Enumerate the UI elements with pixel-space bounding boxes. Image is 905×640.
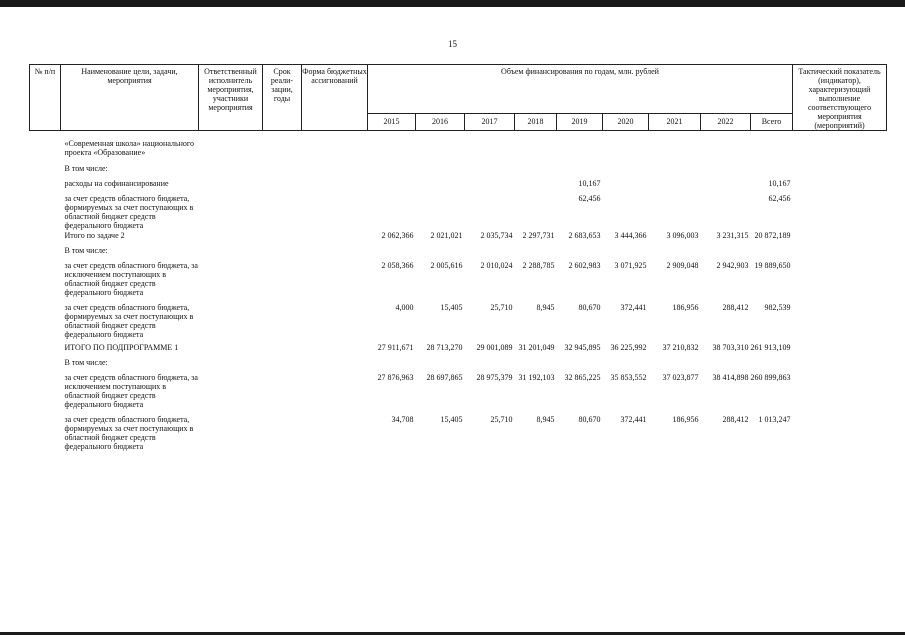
header-year: 2022 [701,113,751,130]
row-number-cell [30,157,61,173]
header-year: 2016 [416,113,465,130]
empty-cell [302,157,368,173]
row-year-value: 2 297,731 [522,231,555,240]
row-year-value: 10,167 [578,179,601,188]
row-indicator-cell [793,339,887,352]
row-year-value: 36 225,992 [610,343,647,352]
row-year-value: 186,956 [672,415,699,424]
row-year-value: 25,710 [490,415,513,424]
row-year-value: 2 062,366 [381,231,414,240]
row-year-value: 2 288,785 [522,261,555,270]
row-indicator-cell [793,131,887,158]
table-row [30,188,887,230]
row-indicator-cell [793,173,887,188]
header-year: 2015 [368,113,416,130]
table-row [30,297,887,339]
empty-cell [302,230,368,240]
empty-cell [263,157,302,173]
row-total-value: 260 899,863 [750,373,791,382]
row-year-value: 27 911,671 [377,343,414,352]
empty-cell [263,240,302,255]
row-year-value: 2 602,983 [568,261,601,270]
empty-cell [302,240,368,255]
row-year-value [515,157,557,173]
page-number: 15 [448,39,457,49]
row-indicator-cell [793,255,887,297]
row-name: за счет средств областного бюджета, за исключением поступающих в областной бюджет средств федерального бюджета [64,261,198,297]
row-total-value: 19 889,650 [754,261,791,270]
row-year-value: 372,441 [620,303,647,312]
row-name: В том числе: [64,358,108,367]
row-year-value: 29 001,089 [476,343,513,352]
row-year-value [603,188,649,230]
row-year-value: 8,945 [536,415,555,424]
row-total-value: 62,456 [768,194,791,203]
row-name: за счет средств областного бюджета, за исключением поступающих в областной бюджет средств федерального бюджета [64,373,198,409]
row-year-value [416,352,465,367]
table-row [30,173,887,188]
row-indicator-cell [793,157,887,173]
row-number-cell [30,230,61,240]
header-responsible: Ответственный исполнитель мероприятия, участники мероприятия [199,65,263,131]
empty-cell [302,367,368,409]
table-row [30,240,887,255]
row-year-value [465,173,515,188]
empty-cell [263,297,302,339]
row-total-value: 982,539 [764,303,791,312]
row-number-cell [30,409,61,451]
empty-cell [302,255,368,297]
row-year-value: 37 023,877 [662,373,699,382]
row-year-value [649,352,701,367]
table-row [30,157,887,173]
row-name: за счет средств областного бюджета, формируемых за счет поступающих в областной бюджет средств федерального бюджета [64,303,194,339]
row-year-value [649,240,701,255]
header-year: 2020 [603,113,649,130]
row-year-value [649,131,701,158]
row-total-value [751,131,793,158]
row-year-value [465,131,515,158]
row-year-value: 186,956 [672,303,699,312]
empty-cell [199,131,263,158]
row-year-value: 32 865,225 [564,373,601,382]
table-row [30,230,887,240]
row-total-value: 1 013,247 [758,415,791,424]
row-total-value: 20 872,189 [754,231,791,240]
row-total-value [751,240,793,255]
table-row [30,352,887,367]
row-year-value: 4,000 [395,303,414,312]
row-year-value: 288,412 [722,415,749,424]
row-number-cell [30,297,61,339]
row-year-value [368,173,416,188]
header-year: 2019 [557,113,603,130]
row-year-value: 15,405 [440,415,463,424]
empty-cell [263,173,302,188]
header-year: 2018 [515,113,557,130]
row-year-value: 31 192,103 [518,373,555,382]
row-year-value [701,188,751,230]
row-year-value [515,352,557,367]
row-year-value [557,240,603,255]
row-year-value: 288,412 [722,303,749,312]
row-year-value [416,157,465,173]
empty-cell [263,188,302,230]
header-financing-volume: Объем финансирования по годам, млн. рублей [368,65,793,114]
row-year-value: 27 876,963 [377,373,414,382]
row-year-value: 3 071,925 [614,261,647,270]
row-indicator-cell [793,297,887,339]
empty-cell [263,339,302,352]
empty-cell [302,131,368,158]
table-header [30,65,887,131]
row-year-value: 8,945 [536,303,555,312]
row-year-value: 2 058,366 [381,261,414,270]
empty-cell [263,352,302,367]
row-year-value [515,240,557,255]
row-year-value: 3 444,366 [614,231,647,240]
row-year-value [603,131,649,158]
empty-cell [199,339,263,352]
row-number-cell [30,367,61,409]
empty-cell [302,173,368,188]
row-year-value: 2 942,903 [716,261,749,270]
row-year-value: 2 005,616 [430,261,463,270]
row-year-value: 28 697,865 [426,373,463,382]
row-year-value [416,188,465,230]
row-name: ИТОГО ПО ПОДПРОГРАММЕ 1 [64,343,179,352]
table-row [30,339,887,352]
row-year-value [465,188,515,230]
table-row [30,409,887,451]
row-year-value [416,173,465,188]
row-year-value [557,131,603,158]
row-year-value: 80,670 [578,415,601,424]
row-year-value [701,173,751,188]
empty-cell [199,157,263,173]
row-year-value: 2 909,048 [666,261,699,270]
row-year-value: 2 021,021 [430,231,463,240]
empty-cell [199,367,263,409]
row-year-value [701,240,751,255]
row-year-value [368,131,416,158]
empty-cell [263,255,302,297]
row-year-value: 80,670 [578,303,601,312]
header-indicator: Тактический показатель (индикатор), характеризующий выполнение соответствующего мероприятия (мероприятий) [793,65,887,131]
row-year-value [368,240,416,255]
row-year-value [368,157,416,173]
row-year-value [649,157,701,173]
row-year-value [701,352,751,367]
row-year-value: 2 683,653 [568,231,601,240]
row-total-value [751,352,793,367]
row-year-value: 3 231,315 [716,231,749,240]
header-number: № п/п [30,65,61,131]
scan-border-top [0,0,905,7]
empty-cell [302,339,368,352]
row-year-value: 62,456 [578,194,601,203]
row-year-value [603,157,649,173]
row-year-value [515,173,557,188]
table-body [30,131,887,452]
row-name: расходы на софинансирование [64,179,169,188]
row-year-value [465,157,515,173]
row-name: В том числе: [64,164,108,173]
row-year-value: 28 713,270 [426,343,463,352]
row-name: Итого по задаче 2 [64,231,125,240]
empty-cell [199,230,263,240]
row-name: за счет средств областного бюджета, формируемых за счет поступающих в областной бюджет средств федерального бюджета [64,415,194,451]
financing-table-container [29,64,887,451]
row-number-cell [30,188,61,230]
row-number-cell [30,240,61,255]
empty-cell [302,188,368,230]
empty-cell [199,255,263,297]
row-year-value [701,131,751,158]
row-year-value: 34,708 [391,415,414,424]
row-year-value [465,352,515,367]
row-year-value [649,188,701,230]
row-year-value: 2 010,024 [480,261,513,270]
empty-cell [199,173,263,188]
row-year-value: 2 035,734 [480,231,513,240]
header-year: 2021 [649,113,701,130]
empty-cell [302,297,368,339]
row-year-value [368,352,416,367]
row-year-value: 37 210,832 [662,343,699,352]
row-name: В том числе: [64,246,108,255]
row-year-value [603,240,649,255]
row-year-value: 3 096,003 [666,231,699,240]
header-budget-form: Форма бюджетных ассигнований [302,65,368,131]
row-year-value [557,157,603,173]
row-year-value: 32 945,895 [564,343,601,352]
row-year-value [416,240,465,255]
row-year-value [557,352,603,367]
financing-table [29,64,887,451]
row-year-value: 25,710 [490,303,513,312]
empty-cell [263,131,302,158]
empty-cell [302,409,368,451]
table-row [30,131,887,158]
row-year-value [368,188,416,230]
row-year-value [515,131,557,158]
row-year-value: 28 975,379 [476,373,513,382]
row-number-cell [30,131,61,158]
empty-cell [199,188,263,230]
row-year-value: 38 703,310 [712,343,749,352]
empty-cell [302,352,368,367]
row-indicator-cell [793,367,887,409]
empty-cell [199,409,263,451]
row-year-value [465,240,515,255]
row-number-cell [30,352,61,367]
row-year-value: 38 414,898 [712,373,749,382]
row-number-cell [30,173,61,188]
row-indicator-cell [793,240,887,255]
row-indicator-cell [793,352,887,367]
row-year-value: 31 201,049 [518,343,555,352]
table-row [30,367,887,409]
row-year-value: 372,441 [620,415,647,424]
row-total-value: 10,167 [768,179,791,188]
row-number-cell [30,339,61,352]
header-term: Срок реали-зации, годы [263,65,302,131]
header-name: Наименование цели, задачи, мероприятия [61,65,199,131]
row-total-value: 261 913,109 [750,343,791,352]
row-name: за счет средств областного бюджета, формируемых за счет поступающих в областной бюджет средств федерального бюджета [64,194,194,230]
header-year: 2017 [465,113,515,130]
row-year-value [603,173,649,188]
row-year-value [649,173,701,188]
empty-cell [263,409,302,451]
empty-cell [263,230,302,240]
empty-cell [199,297,263,339]
header-year-total: Всего [751,113,793,130]
row-name: «Современная школа» национального проекта «Образование» [64,139,194,157]
row-year-value: 35 853,552 [610,373,647,382]
row-year-value [603,352,649,367]
row-year-value [416,131,465,158]
row-indicator-cell [793,188,887,230]
row-year-value: 15,405 [440,303,463,312]
empty-cell [199,352,263,367]
empty-cell [199,240,263,255]
empty-cell [263,367,302,409]
row-year-value [515,188,557,230]
row-total-value [751,157,793,173]
row-year-value [701,157,751,173]
row-number-cell [30,255,61,297]
row-indicator-cell [793,230,887,240]
scan-border-bottom [0,632,905,635]
row-indicator-cell [793,409,887,451]
table-row [30,255,887,297]
